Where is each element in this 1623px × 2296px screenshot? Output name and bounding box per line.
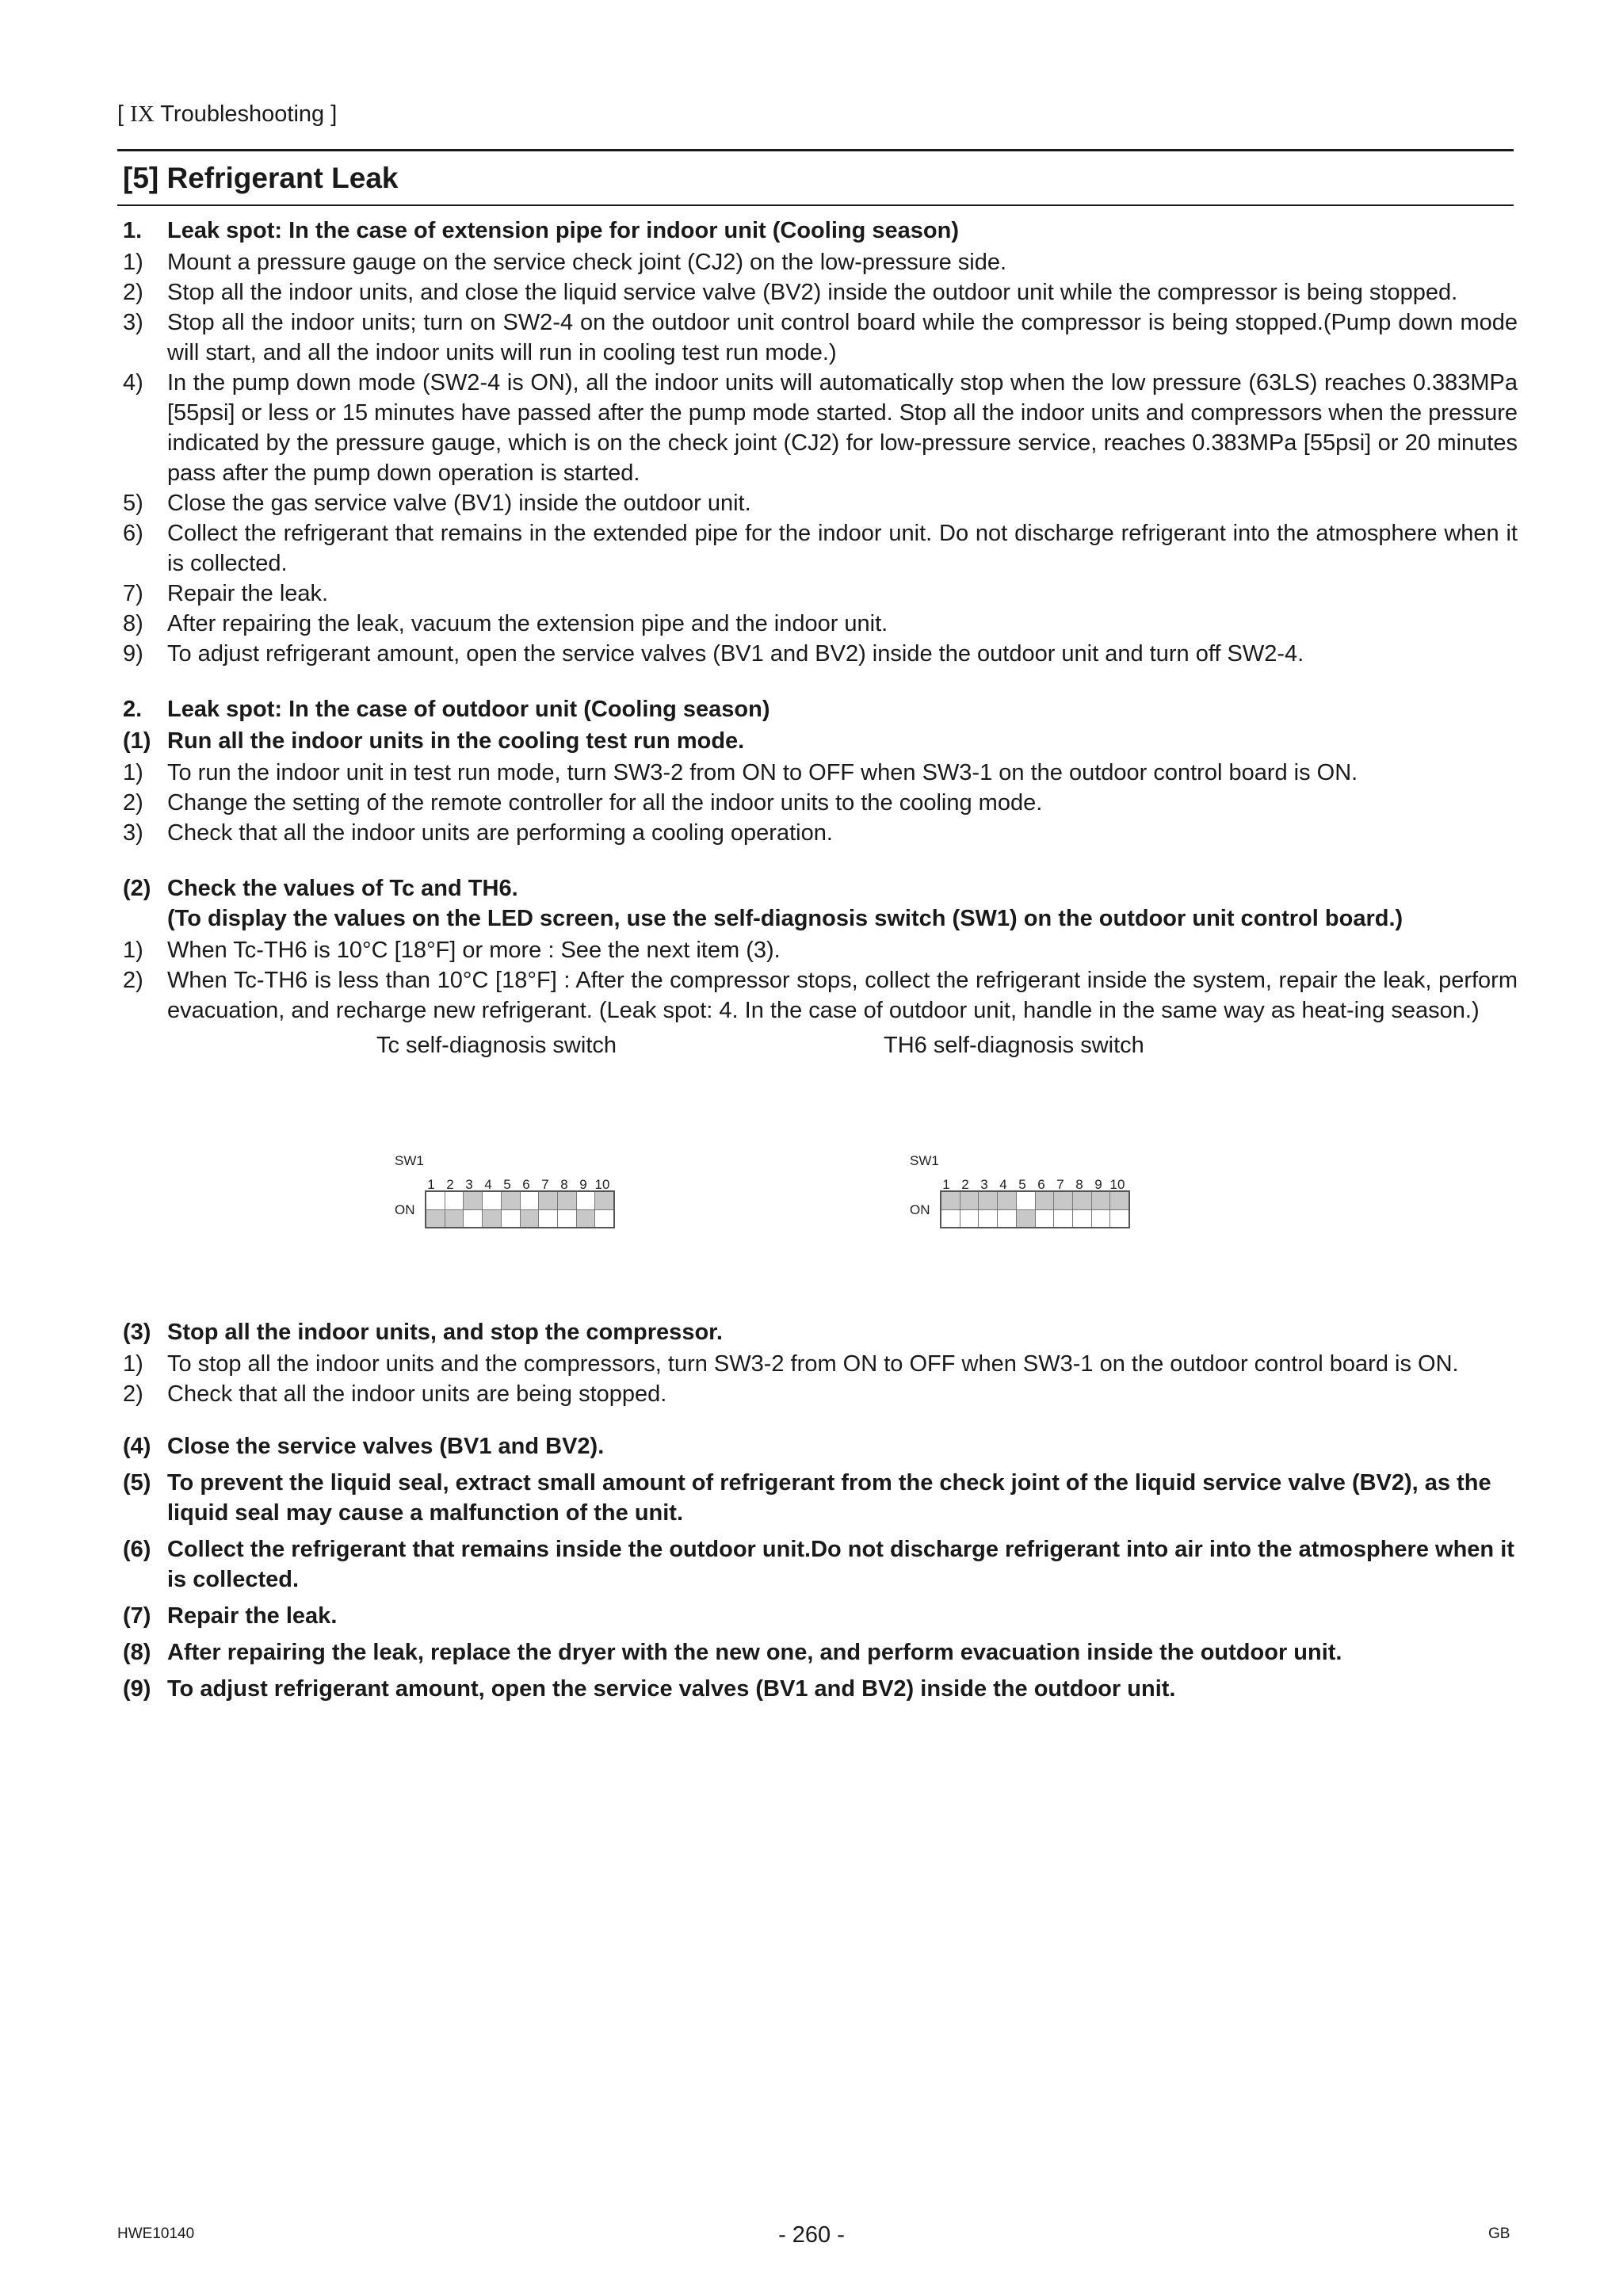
- subsection-2-heading: [123, 873, 1518, 904]
- bold-step-text: After repairing the leak, replace the dryer with the new one, and perform evacuation inside the outdoor unit.: [167, 1640, 1342, 1665]
- section-2-title: Leak spot: In the case of outdoor unit (Cooling season): [167, 697, 770, 722]
- section-1-steps: [123, 247, 1518, 669]
- section-1-title: Leak spot: In the case of extension pipe for indoor unit (Cooling season): [167, 218, 959, 243]
- header-section-name: Troubleshooting ]: [154, 101, 338, 127]
- step-item: [123, 1379, 1518, 1409]
- bold-step: [123, 1674, 1518, 1704]
- dip-switch-position: [1092, 1192, 1111, 1227]
- page-content: [123, 216, 1518, 1704]
- step-item: [123, 788, 1518, 818]
- dip-switch-position: [979, 1192, 998, 1227]
- switch-number: 4: [484, 1177, 492, 1192]
- step-item-number: 6): [123, 521, 143, 546]
- subsection-2-note: [123, 904, 1518, 934]
- switch-number: 6: [1037, 1177, 1045, 1192]
- switch-number: 5: [503, 1177, 511, 1192]
- dip-switch-position: [941, 1192, 960, 1227]
- step-item-text: To run the indoor unit in test run mode, turn SW3-2 from ON to OFF when SW3-1 on the outdoor control board is ON.: [167, 760, 1358, 785]
- step-item-number: 2): [123, 790, 143, 816]
- section-2-number: 2.: [123, 697, 143, 722]
- dip-switch-position: [1110, 1192, 1128, 1227]
- switch-number: 5: [1018, 1177, 1026, 1192]
- step-item-text: To adjust refrigerant amount, open the service valves (BV1 and BV2) inside the outdoor unit and turn off SW2-4.: [167, 641, 1304, 667]
- switch-number: 8: [1075, 1177, 1083, 1192]
- switch-number: 2: [446, 1177, 454, 1192]
- switch-number: 6: [522, 1177, 530, 1192]
- bold-step-text: To adjust refrigerant amount, open the service valves (BV1 and BV2) inside the outdoor unit.: [167, 1676, 1176, 1702]
- step-item: [123, 609, 1518, 639]
- subsection-3-steps: [123, 1349, 1518, 1409]
- section-2-heading: [123, 694, 1518, 724]
- subsection-1-number: (1): [123, 728, 151, 754]
- bold-step-text: Close the service valves (BV1 and BV2).: [167, 1434, 605, 1459]
- subsection-2-note-text: (To display the values on the LED screen, use the self-diagnosis switch (SW1) on the outdoor unit control board.): [167, 906, 1403, 931]
- step-item-number: 2): [123, 1381, 143, 1407]
- dip-switch-position: [998, 1192, 1017, 1227]
- step-item-text: After repairing the leak, vacuum the extension pipe and the indoor unit.: [167, 611, 888, 636]
- step-item-text: Mount a pressure gauge on the service check joint (CJ2) on the low-pressure side.: [167, 250, 1007, 275]
- subsection-2-steps: [123, 935, 1518, 1026]
- step-item-number: 7): [123, 581, 143, 606]
- step-item-text: Stop all the indoor units, and close the liquid service valve (BV2) inside the outdoor unit while the compressor is being stopped.: [167, 280, 1458, 305]
- dip-switch-position: [483, 1192, 502, 1227]
- step-item-number: 3): [123, 310, 143, 335]
- step-item-number: 1): [123, 760, 143, 785]
- section-1-heading: [123, 216, 1518, 246]
- step-item-number: 9): [123, 641, 143, 667]
- step-item: [123, 579, 1518, 609]
- dip-switch-position: [539, 1192, 558, 1227]
- switch-label: SW1: [395, 1153, 424, 1168]
- step-item: [123, 518, 1518, 579]
- subsection-3-title: Stop all the indoor units, and stop the compressor.: [167, 1320, 723, 1345]
- bold-step-number: (6): [123, 1537, 151, 1562]
- switch-number: 9: [579, 1177, 587, 1192]
- remaining-steps: [123, 1409, 1518, 1704]
- header-roman-numeral: IX: [130, 101, 155, 127]
- step-item: [123, 965, 1518, 1026]
- page-number: - 260 -: [778, 2222, 845, 2248]
- step-item-text: When Tc-TH6 is 10°C [18°F] or more : See the next item (3).: [167, 938, 781, 963]
- header-rule: [117, 149, 1514, 151]
- step-item: [123, 818, 1518, 848]
- step-item: [123, 488, 1518, 518]
- page-title: [5] Refrigerant Leak: [123, 162, 399, 194]
- step-item-text: In the pump down mode (SW2-4 is ON), all the indoor units will automatically stop when the low pressure (63LS) reaches 0.383MPa [55psi] or less or 15 minutes have passed after the pump mode started. Stop all the indoor units and compressors when the pressure indicated by the pressure gauge, which is on the check joint (CJ2) for low-pressure service, reaches 0.383MPa [55psi] or 20 minutes pass after the pump down operation is started.: [167, 370, 1518, 486]
- dip-switch-position: [1017, 1192, 1036, 1227]
- switch-number: 1: [942, 1177, 950, 1192]
- step-item-number: 4): [123, 370, 143, 395]
- on-label: ON: [910, 1202, 930, 1217]
- dip-switch-position: [577, 1192, 596, 1227]
- subsection-1-title: Run all the indoor units in the cooling test run mode.: [167, 728, 745, 754]
- step-item-text: Repair the leak.: [167, 581, 329, 606]
- subsection-2-title: Check the values of Tc and TH6.: [167, 876, 518, 901]
- switch-number: 3: [980, 1177, 988, 1192]
- switch-number: 10: [1109, 1177, 1125, 1192]
- dip-switch-position: [502, 1192, 521, 1227]
- dip-switch-position: [595, 1192, 613, 1227]
- subsection-3-heading: [123, 1317, 1518, 1347]
- section-header: [117, 101, 337, 128]
- step-item: [123, 639, 1518, 669]
- bold-step-text: To prevent the liquid seal, extract small amount of refrigerant from the check joint of the liquid service valve (BV2), as the liquid seal may cause a malfunction of the unit.: [167, 1470, 1491, 1526]
- step-item: [123, 935, 1518, 965]
- tc-switch-caption: Tc self-diagnosis switch: [376, 1033, 617, 1058]
- bold-step-number: (5): [123, 1470, 151, 1496]
- step-item-text: To stop all the indoor units and the compressors, turn SW3-2 from ON to OFF when SW3-1 on the outdoor control board is ON.: [167, 1351, 1459, 1377]
- step-item-number: 2): [123, 968, 143, 993]
- bold-step-number: (7): [123, 1603, 151, 1629]
- dip-switch-position: [1036, 1192, 1055, 1227]
- bold-step: [123, 1468, 1518, 1528]
- section-1-number: 1.: [123, 218, 143, 243]
- switch-number: 4: [999, 1177, 1007, 1192]
- step-item: [123, 368, 1518, 488]
- switch-number: 7: [1056, 1177, 1064, 1192]
- bold-step: [123, 1431, 1518, 1461]
- bold-step-number: (9): [123, 1676, 151, 1702]
- bold-step-number: (8): [123, 1640, 151, 1665]
- step-item-text: Check that all the indoor units are performing a cooling operation.: [167, 820, 833, 846]
- bold-step: [123, 1637, 1518, 1668]
- step-item-text: When Tc-TH6 is less than 10°C [18°F] : After the compressor stops, collect the refrigerant inside the system, repair the leak, perform evacuation, and recharge new refrigerant. (Leak spot: 4. In the case of outdoor unit, handle in the same way as heat-ing season.): [167, 968, 1518, 1023]
- step-item: [123, 277, 1518, 308]
- subsection-1-heading: [123, 726, 1518, 756]
- step-item: [123, 758, 1518, 788]
- switch-number: 2: [961, 1177, 969, 1192]
- step-item-number: 1): [123, 938, 143, 963]
- step-item-text: Close the gas service valve (BV1) inside the outdoor unit.: [167, 491, 751, 516]
- dip-switch-position: [1073, 1192, 1092, 1227]
- dip-switch-position: [1054, 1192, 1073, 1227]
- dip-switch-grid: [425, 1190, 615, 1228]
- dip-switch-position: [521, 1192, 540, 1227]
- header-bracket: [: [117, 101, 131, 127]
- subsection-3-number: (3): [123, 1320, 151, 1345]
- bold-step-text: Collect the refrigerant that remains inside the outdoor unit.Do not discharge refrigerant into air into the atmosphere when it is collected.: [167, 1537, 1514, 1592]
- switch-number: 3: [465, 1177, 473, 1192]
- step-item-text: Change the setting of the remote controller for all the indoor units to the cooling mode.: [167, 790, 1043, 816]
- dip-switch-grid: [940, 1190, 1130, 1228]
- step-item-number: 3): [123, 820, 143, 846]
- dip-switch-diagrams: [123, 1026, 1518, 1295]
- subsection-2-number: (2): [123, 876, 151, 901]
- subsection-1-steps: [123, 758, 1518, 848]
- step-item-number: 8): [123, 611, 143, 636]
- dip-switch-position: [464, 1192, 483, 1227]
- bold-step-text: Repair the leak.: [167, 1603, 338, 1629]
- step-item-number: 2): [123, 280, 143, 305]
- switch-number: 7: [541, 1177, 549, 1192]
- dip-switch-position: [426, 1192, 445, 1227]
- step-item-number: 1): [123, 1351, 143, 1377]
- document-code: HWE10140: [117, 2225, 195, 2242]
- bold-step: [123, 1601, 1518, 1631]
- dip-switch-position: [558, 1192, 577, 1227]
- switch-number: 8: [560, 1177, 568, 1192]
- step-item-number: 1): [123, 250, 143, 275]
- step-item: [123, 1349, 1518, 1379]
- bold-step: [123, 1534, 1518, 1595]
- step-item: [123, 308, 1518, 368]
- step-item-text: Stop all the indoor units; turn on SW2-4 on the outdoor unit control board while the compressor is being stopped.(Pump down mode will start, and all the indoor units will run in cooling test run mode.): [167, 310, 1518, 365]
- dip-switch-position: [445, 1192, 464, 1227]
- dip-switch-position: [960, 1192, 980, 1227]
- title-rule: [117, 204, 1514, 206]
- language-code: GB: [1488, 2225, 1510, 2242]
- switch-label: SW1: [910, 1153, 939, 1168]
- step-item: [123, 247, 1518, 277]
- on-label: ON: [395, 1202, 415, 1217]
- step-item-text: Check that all the indoor units are being stopped.: [167, 1381, 667, 1407]
- switch-number: 1: [427, 1177, 435, 1192]
- bold-step-number: (4): [123, 1434, 151, 1459]
- th6-switch-caption: TH6 self-diagnosis switch: [884, 1033, 1144, 1058]
- step-item-number: 5): [123, 491, 143, 516]
- switch-number: 9: [1094, 1177, 1102, 1192]
- step-item-text: Collect the refrigerant that remains in the extended pipe for the indoor unit. Do not discharge refrigerant into the atmosphere when it is collected.: [167, 521, 1518, 576]
- switch-number: 10: [594, 1177, 610, 1192]
